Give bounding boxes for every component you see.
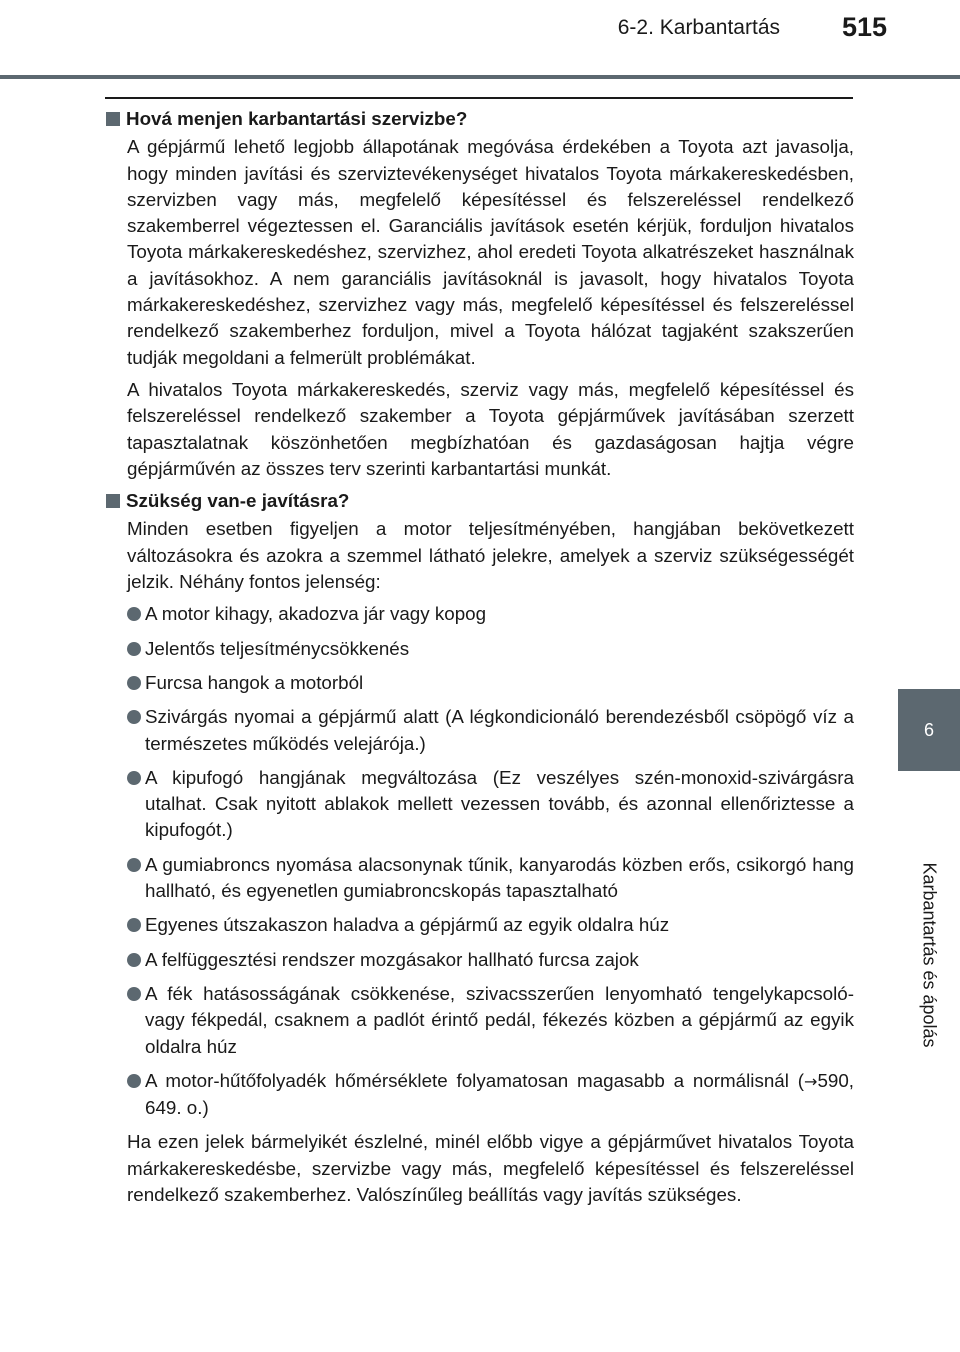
chapter-number: 6: [923, 719, 934, 740]
list-item-text: A felfüggesztési rendszer mozgásakor hallható furcsa zajok: [145, 948, 639, 970]
section-heading: [105, 488, 854, 514]
list-item-text: A motor kihagy, akadozva jár vagy kopog: [145, 603, 487, 625]
symptom-list: [105, 601, 854, 1121]
list-item-text: A fék hatásosságának csökkenése, szivacsszerűen lenyomható tengelykapcsoló- vagy fékpedál, csaknem a padlót érintő pedál, fékezés közben a gépjármű az egyik oldalra húz: [145, 982, 854, 1057]
round-bullet-icon: [127, 953, 141, 967]
list-item-text: A motor-hűtőfolyadék hőmérséklete folyamatosan magasabb a normálisnál: [145, 1069, 789, 1091]
arrow-right-icon: →: [804, 1071, 818, 1091]
square-bullet-icon: [106, 112, 120, 126]
page-content: [105, 104, 854, 1214]
content-rule: [105, 97, 853, 99]
round-bullet-icon: [127, 1074, 141, 1088]
list-item: [105, 670, 854, 696]
heading-text: Szükség van-e javításra?: [126, 490, 350, 512]
list-item: [105, 852, 854, 905]
list-item: [105, 636, 854, 662]
round-bullet-icon: [127, 607, 141, 621]
round-bullet-icon: [127, 771, 141, 785]
paragraph: Ha ezen jelek bármelyikét észlelné, minél előbb vigye a gépjárművet hivatalos Toyota márkakereskedésbe, szervizbe vagy más, megfelelő képesítéssel és felszereléssel rendelkező szakemberhez. Valószínűleg beállítás vagy javítás szükséges.: [127, 1131, 854, 1205]
list-item-text: Furcsa hangok a motorból: [145, 671, 364, 693]
round-bullet-icon: [127, 710, 141, 724]
heading-text: Hová menjen karbantartási szervizbe?: [126, 108, 468, 129]
list-item: [105, 704, 854, 757]
list-item: [105, 912, 854, 938]
paragraph: A gépjármű lehető legjobb állapotának megóvása érdekében a Toyota azt javasolja, hogy minden javítási és szerviztevékenységet hivatalos Toyota márkakereskedésben, szervizben vagy más, megfelelő képesítéssel és felszereléssel rendelkező szakemberrel végeztessen el. Garanciális javítások esetén kérjük, forduljon hivatalos Toyota márkakereskedéshez, szervizhez, ahol eredeti Toyota alkatrészeket használnak a javításokhoz. A nem garanciális javításoknál is javasolt, hogy hivatalos Toyota márkakereskedéshez, szervizhez vagy más, megfelelő képesítéssel és felszereléssel rendelkező szakemberhez forduljon, mivel a Toyota hálózat tagjaként szakszerűen tudják megoldani a felmerült problémákat.: [127, 136, 854, 368]
list-item-text: Egyenes útszakaszon haladva a gépjármű az egyik oldalra húz: [145, 914, 670, 936]
paragraph: A hivatalos Toyota márkakereskedés, szerviz vagy más, megfelelő képesítéssel és felszereléssel rendelkező szakember a Toyota gépjárművek javításában szerzett tapasztalatnak köszönhetően megbízhatóan és gazdaságosan hajtja végre gépjárművén az összes terv szerinti karbantartási munkát.: [127, 378, 854, 479]
list-item-text: A gumiabroncs nyomása alacsonynak tűnik, kanyarodás közben erős, csikorgó hang hallható, és egyenetlen gumiabroncskopás tapasztalható: [145, 853, 854, 902]
round-bullet-icon: [127, 676, 141, 690]
header-rule: [0, 75, 960, 79]
round-bullet-icon: [127, 987, 141, 1001]
list-item-text: Jelentős teljesítménycsökkenés: [145, 637, 410, 659]
page-number: 515: [841, 12, 887, 42]
round-bullet-icon: [127, 642, 141, 656]
list-item-text: Szivárgás nyomai a gépjármű alatt (A légkondicionáló berendezésből csöpögő víz a természetes működés velejárója.): [145, 706, 854, 754]
list-item: [105, 765, 854, 844]
section-heading: [105, 106, 854, 132]
section-title: 6-2. Karbantartás: [617, 16, 780, 39]
list-item: [105, 947, 854, 973]
list-item: [105, 601, 854, 627]
round-bullet-icon: [127, 918, 141, 932]
round-bullet-icon: [127, 858, 141, 872]
page-reference[interactable]: 590, 649. o.: [145, 1069, 854, 1119]
chapter-title: Karbantartás és ápolás: [919, 862, 940, 1048]
square-bullet-icon: [106, 494, 120, 508]
chapter-tab[interactable]: [898, 689, 960, 771]
list-item: [105, 981, 854, 1060]
list-item-text: A kipufogó hangjának megváltozása (Ez veszélyes szén-monoxid-szivárgásra utalhat. Csak nyitott ablakok mellett vezessen tovább, és azonnal ellenőriztesse a kipufogót.): [145, 766, 854, 841]
paragraph: Minden esetben figyeljen a motor teljesítményében, hangjában bekövetkezett változásokra és azokra a szemmel látható jelekre, amelyek a szerviz szükségességét jelzik. Néhány fontos jelenség:: [127, 518, 854, 593]
list-item: A motor-hűtőfolyadék hőmérséklete folyamatosan magasabb a normálisnál (→590, 649. o.): [105, 1068, 854, 1122]
